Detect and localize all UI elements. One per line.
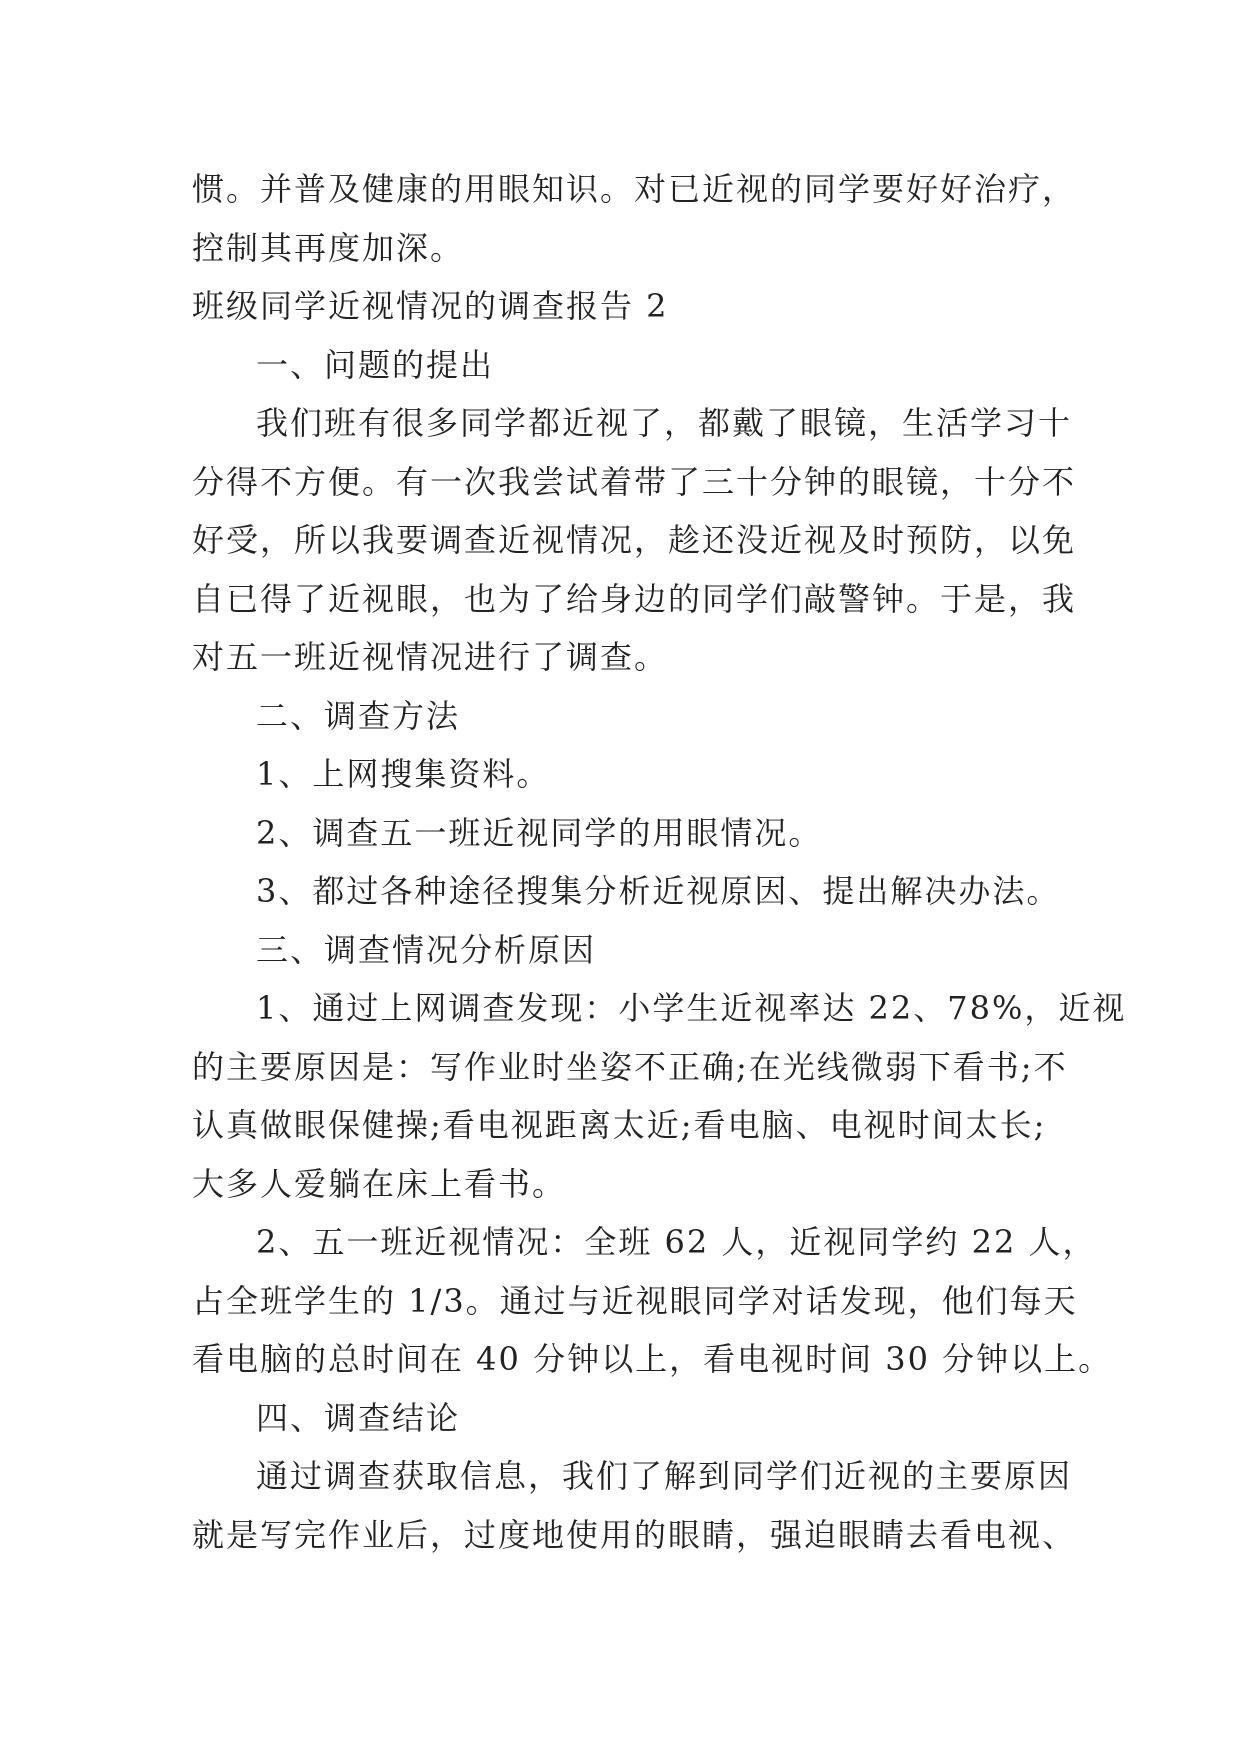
- text-line: 的主要原因是：写作业时坐姿不正确;在光线微弱下看书;不: [192, 1047, 1068, 1086]
- text-line: 通过调查获取信息，我们了解到同学们近视的主要原因: [256, 1457, 1073, 1495]
- text-line: 认真做眼保健操;看电视距离太近;看电脑、电视时间太长;: [192, 1106, 1047, 1144]
- text-line: 自已得了近视眼，也为了给身边的同学们敲警钟。于是，我: [192, 579, 1077, 618]
- text-line: 占全班学生的 1/3。通过与近视眼同学对话发现，他们每天: [192, 1281, 1078, 1320]
- section-heading: 四、调查结论: [256, 1398, 461, 1437]
- text-line: 就是写完作业后，过度地使用的眼睛，强迫眼睛去看电视、: [192, 1515, 1077, 1554]
- text-line: 对五一班近视情况进行了调查。: [192, 638, 669, 676]
- report-title: 班级同学近视情况的调查报告 2: [192, 287, 669, 325]
- section-heading: 二、调查方法: [256, 696, 461, 735]
- text-line: 好受，所以我要调查近视情况，趁还没近视及时预防，以免: [192, 521, 1077, 559]
- text-line: 控制其再度加深。: [192, 228, 465, 267]
- list-item: 1、上网搜集资料。: [256, 755, 551, 793]
- list-item: 2、五一班近视情况：全班 62 人，近视同学约 22 人，: [256, 1223, 1097, 1261]
- section-heading: 一、问题的提出: [256, 345, 495, 384]
- document-body: [192, 160, 1127, 1564]
- text-line: 惯。并普及健康的用眼知识。对已近视的同学要好好治疗，: [192, 170, 1077, 208]
- list-item: 1、通过上网调查发现：小学生近视率达 22、78%，近视: [256, 989, 1127, 1027]
- section-heading: 三、调查情况分析原因: [256, 930, 597, 969]
- list-item: 3、都过各种途径搜集分析近视原因、提出解决办法。: [256, 872, 1061, 910]
- text-line: 看电脑的总时间在 40 分钟以上，看电视时间 30 分钟以上。: [192, 1340, 1113, 1378]
- list-item: 2、调查五一班近视同学的用眼情况。: [256, 813, 823, 852]
- text-line: 大多人爱躺在床上看书。: [192, 1164, 567, 1203]
- text-line: 分得不方便。有一次我尝试着带了三十分钟的眼镜，十分不: [192, 462, 1077, 501]
- text-line: 我们班有很多同学都近视了，都戴了眼镜，生活学习十: [256, 404, 1073, 442]
